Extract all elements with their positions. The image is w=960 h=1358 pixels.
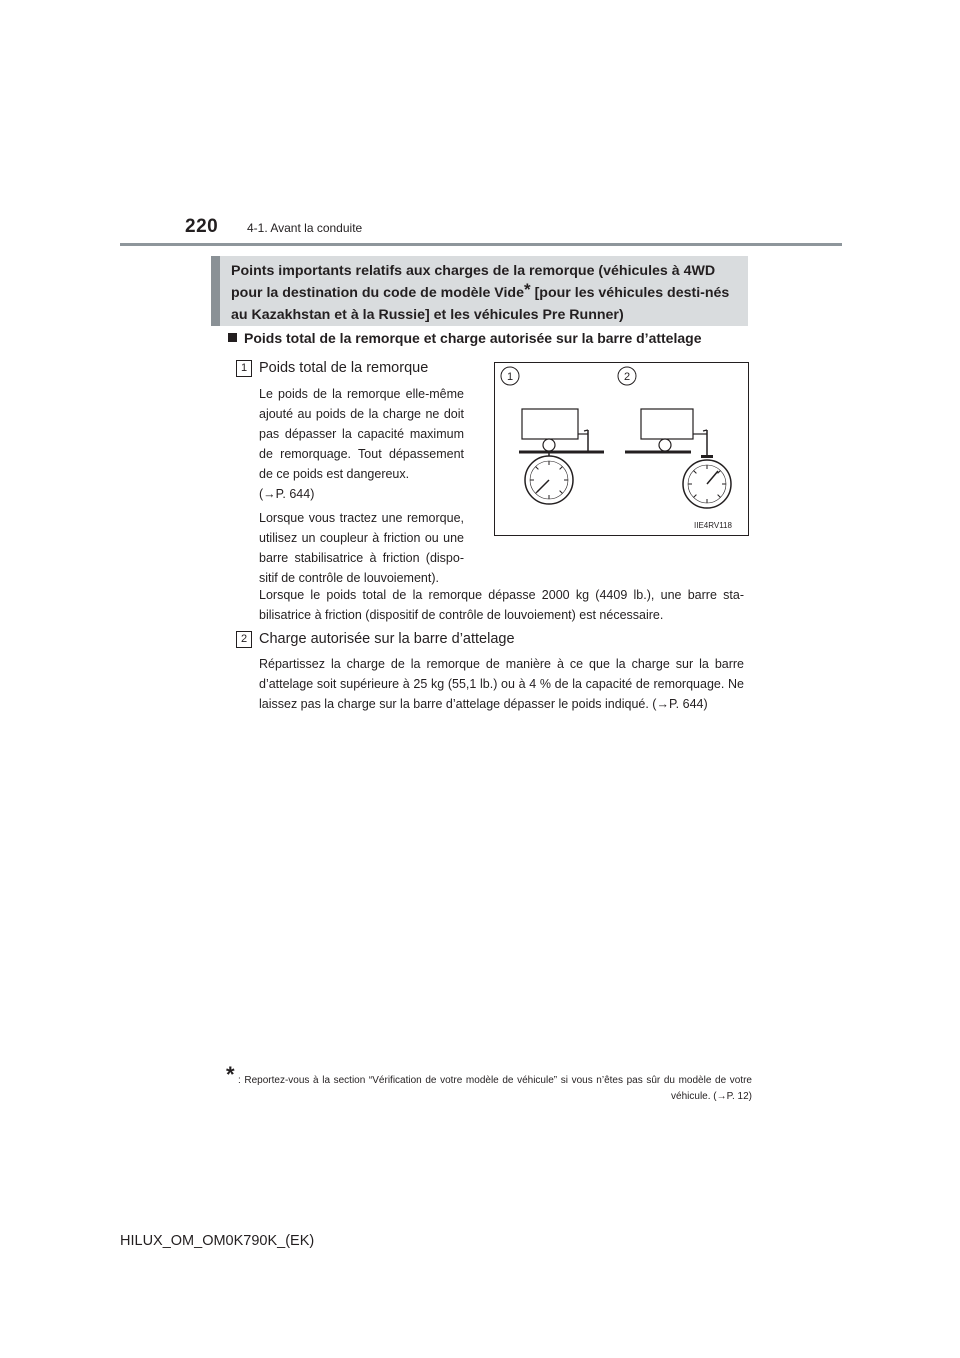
document-code: HILUX_OM_OM0K790K_(EK) (120, 1233, 315, 1249)
item-2-paragraph: Répartissez la charge de la remorque de manière à ce que la charge sur la barre d’attelage soit supérieure à 25 kg (55,1 lb.) ou à 4 % de la capacité de remorquage. Ne laissez pas la charge sur la barre d’attelage dépasser le poids indiqué. (→P. 644) (259, 657, 744, 711)
item-1-paragraph-1: Le poids de la remorque elle-même ajouté au poids de la charge ne doit pas dépasser la capacité maximum de remorquage. Tout dépassement de ce poids est dangereux. (259, 387, 464, 481)
item-1-number: 1 (236, 360, 252, 377)
trailer-wheel-icon (659, 439, 671, 451)
trailer-weight-illustration (495, 363, 750, 537)
page-number: 220 (185, 216, 219, 237)
item-1-paragraph-3: Lorsque le poids total de la remorque dépasse 2000 kg (4409 lb.), une barre sta-bilisatrice à friction (dispositif de contrôle de louvoiement) est nécessaire. (259, 588, 744, 622)
header-rule (120, 243, 842, 246)
trailer-body-icon (641, 409, 693, 439)
item-1-body (259, 384, 464, 588)
figure-callout-1: 1 (506, 371, 514, 383)
figure-callout-2: 2 (623, 371, 631, 383)
item-2-title: Charge autorisée sur la barre d’attelage (259, 631, 515, 647)
section-header-box (211, 256, 748, 326)
section-path: 4-1. Avant la conduite (247, 221, 363, 235)
footnote-text: : Reportez-vous à la section “Vérification de votre modèle de véhicule” si vous n’êtes pas sûr du modèle de votre véhicule. (→P. 12) (238, 1075, 752, 1102)
figure-code: IIE4RV118 (694, 521, 732, 530)
square-bullet-icon (228, 333, 237, 342)
item-1-paragraph-2: Lorsque vous tractez une remorque, utilisez un coupleur à friction ou une barre stabilisatrice à friction (dispo-sitif de contrôle de louvoiement). (259, 511, 464, 585)
item-1-title: Poids total de la remorque (259, 360, 429, 376)
item-2-number: 2 (236, 631, 252, 648)
tongue-weight-scene (625, 409, 731, 508)
trailer-total-weight-scene (519, 409, 604, 504)
section-title-part2: [pour les véhicules desti-nés au Kazakhstan et à la Russie] et les véhicules Pre Runner) (231, 285, 730, 323)
trailer-body-icon (522, 409, 578, 439)
item-1-reference: (→P. 644) (259, 487, 315, 501)
section-title-asterisk: * (524, 280, 531, 299)
trailer-wheel-icon (543, 439, 555, 451)
footnote-asterisk: * (226, 1062, 235, 1087)
section-title-part1: Points importants relatifs aux charges de la remorque (véhicules à 4WD pour la destination du code de modèle Vide (231, 263, 716, 301)
subheading: Poids total de la remorque et charge autorisée sur la barre d’attelage (244, 330, 702, 346)
section-title (231, 260, 744, 326)
trailer-weight-figure (494, 362, 749, 536)
